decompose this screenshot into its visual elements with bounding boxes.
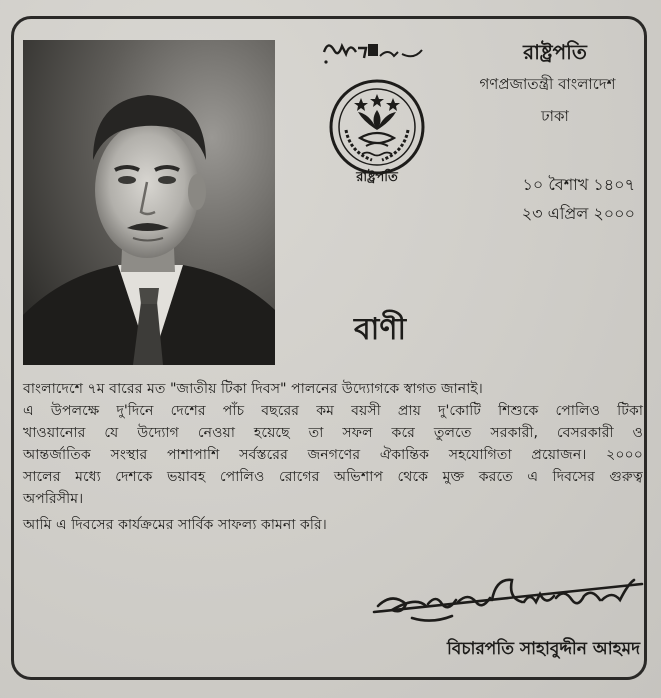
gregorian-date: ২৩ এপ্রিল ২০০০ <box>521 204 635 223</box>
message-line: সালের মধ্যে দেশকে ভয়াবহ পোলিও রোগের অভিশাপ থেকে মুক্ত করতে এ দিবসের গুরুত্ব <box>23 469 643 485</box>
signature-icon <box>372 570 647 630</box>
closing-line: আমি এ দিবসের কার্যক্রমের সার্বিক সাফল্য কামনা করি। <box>23 517 327 533</box>
message-line: আন্তর্জাতিক সংস্থার পাশাপাশি সর্বস্তরের জনগণের ঐকান্তিক সহযোগিতা প্রয়োজন। ২০০০ <box>23 447 643 463</box>
bengali-date: ১০ বৈশাখ ১৪০৭ <box>522 175 635 194</box>
president-mark-icon <box>318 34 428 70</box>
message-paragraph: বাংলাদেশে ৭ম বারের মত "জাতীয় টিকা দিবস" পালনের উদ্যোগকে স্বাগত জানাই। <box>23 381 483 397</box>
message-line: খাওয়ানোর যে উদ্যোগ নেওয়া হয়েছে তা সফল করে তুলতে সরকারী, বেসরকারী ও <box>23 425 643 441</box>
signatory-name: বিচারপতি সাহাবুদ্দীন আহমদ <box>447 639 640 659</box>
city-name: ঢাকা <box>541 107 569 125</box>
portrait-photo <box>23 40 275 365</box>
national-emblem-icon <box>326 76 428 178</box>
country-name: গণপ্রজাতন্ত্রী বাংলাদেশ <box>479 75 616 93</box>
emblem-caption: রাষ্ট্রপতি <box>356 170 398 185</box>
office-title: রাষ্ট্রপতি <box>523 40 587 64</box>
message-heading: বাণী <box>353 312 407 347</box>
message-line: অপরিসীম। <box>23 491 84 507</box>
message-body <box>23 378 643 536</box>
message-line: এ উপলক্ষে দু'দিনে দেশের পাঁচ বছরের কম বয়সী প্রায় দু'কোটি শিশুকে পোলিও টিকা <box>23 403 643 419</box>
